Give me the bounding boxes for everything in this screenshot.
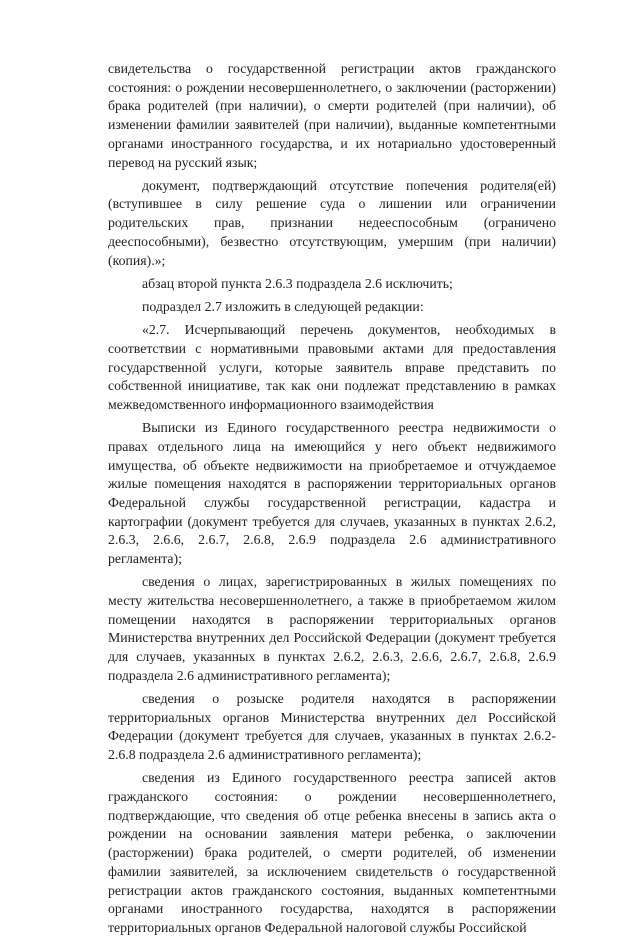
document-body [108,60,556,942]
paragraph-subsection-2-7: «2.7. Исчерпывающий перечень документов, необходимых в соответствии с нормативными правовыми актами для предоставления государственной услуги, которые заявитель вправе представить по собственной инициативе, так как они подлежат представлению в рамках межведомственного информационного взаимодействия [108,322,556,412]
paragraph-subsection-intro: подраздел 2.7 изложить в следующей редакции: [142,298,424,314]
paragraph-continuation: свидетельства о государственной регистрации актов гражданского состояния: о рождении несовершеннолетнего, о заключении (расторжении) брака родителей (при наличии), о смерти родителей (при наличии), об изменении фамилии заявителей (при наличии), выданные компетентными органами иностранного государства, и их нотариально удостоверенный перевод на русский язык; [108,61,556,170]
paragraph-guardianship-document: документ, подтверждающий отсутствие попечения родителя(ей) (вступившее в силу решение суда о лишении или ограничении родительских прав, признании недееспособным (ограничено дееспособными), безвестно отсутствующим, умершим (при наличии) (копия).»; [108,177,556,268]
paragraph-parent-search: сведения о розыске родителя находятся в распоряжении территориальных органов Министерства внутренних дел Российской Федерации (документ требуется для случаев, указанных в пунктах 2.6.2-2.6.8 подраздела 2.6 административного регламента); [108,691,556,763]
paragraph-civil-registry: сведения из Единого государственного реестра записей актов гражданского состояния: о рождении несовершеннолетнего, подтверждающие, что сведения об отце ребенка внесены в запись акта о рождении на основании заявления матери ребенка, о заключении (расторжении) брака родителей, о смерти родителей, об изменении фамилии заявителей, за исключением свидетельств о государственной регистрации актов гражданского состояния, выданных компетентными органами иностранного государства, находятся в распоряжении территориальных органов Федеральной налоговой службы Российской [108,770,556,935]
paragraph-registered-persons: сведения о лицах, зарегистрированных в жилых помещениях по месту жительства несовершеннолетнего, а также в приобретаемом жилом помещении находятся в распоряжении территориальных органов Министерства внутренних дел Российской Федерации (документ требуется для случаев, указанных в пунктах 2.6.2, 2.6.3, 2.6.6, 2.6.7, 2.6.8, 2.6.9 подраздела 2.6 административного регламента); [108,574,556,683]
paragraph-exclude-clause: абзац второй пункта 2.6.3 подраздела 2.6 исключить; [142,275,453,291]
paragraph-real-estate-extracts: Выписки из Единого государственного реестра недвижимости о правах отдельного лица на имеющийся у него объект недвижимого имущества, об объекте недвижимости на приобретаемое и отчуждаемое жилые помещения находятся в распоряжении территориальных органов Федеральной службы государственной регистрации, кадастра и картографии (документ требуется для случаев, указанных в пунктах 2.6.2, 2.6.3, 2.6.6, 2.6.7, 2.6.8, 2.6.9 подраздела 2.6 административного регламента); [108,420,556,567]
